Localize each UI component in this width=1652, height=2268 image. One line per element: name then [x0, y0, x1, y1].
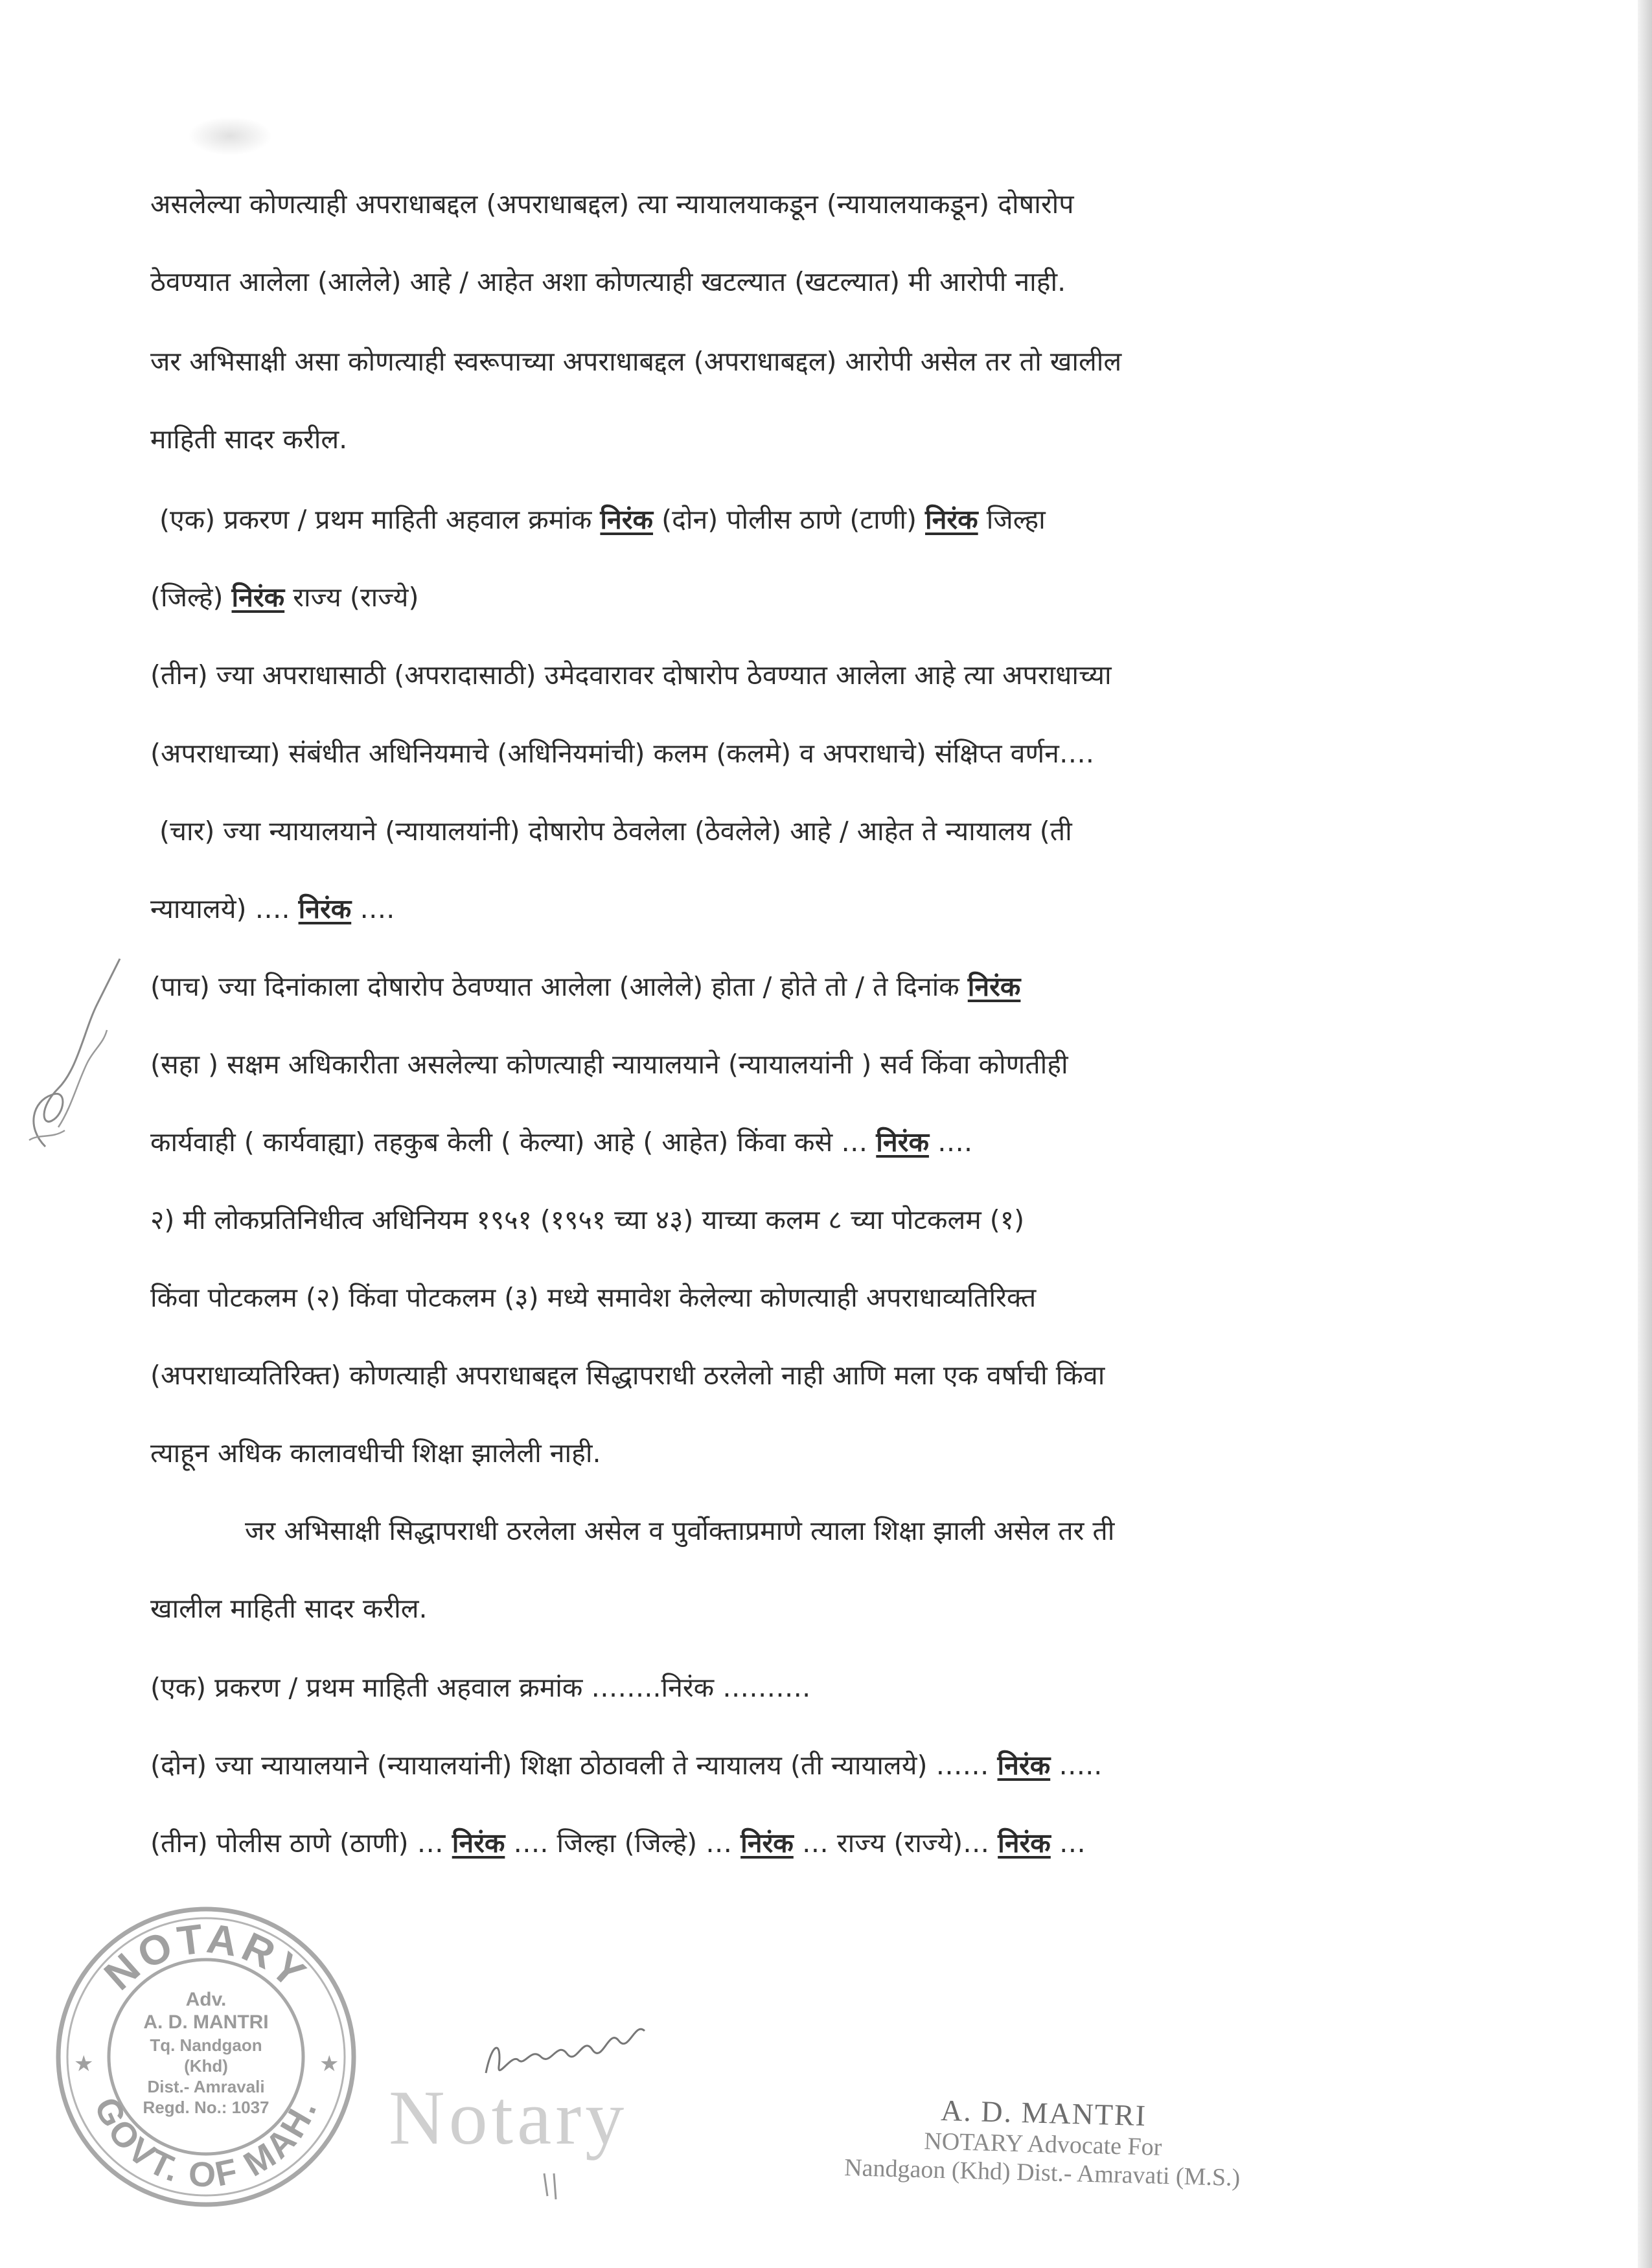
notary-seal	[776, 2089, 1309, 2194]
paragraph-line: ठेवण्यात आलेला (आलेले) आहे / आहेत अशा कोणत्याही खटल्यात (खटल्यात) मी आरोपी नाही.	[150, 266, 1066, 297]
item-three-line-2: (अपराधाच्या) संबंधीत अधिनियमाचे (अधिनियमांची) कलम (कलमे) व अपराधाचे) संक्षिप्त वर्णन….	[150, 738, 1094, 769]
item-six-line-1: (सहा ) सक्षम अधिकारीता असलेल्या कोणत्याही न्यायालयाने (न्यायालयांनी ) सर्व किंवा कोणतीही	[150, 1049, 1068, 1080]
section2-line: २) मी लोकप्रतिनिधीत्व अधिनियम १९५१ (१९५१ च्या ४३) याच्या कलम ८ च्या पोटकलम (१)	[150, 1204, 1025, 1235]
item-text: …	[1050, 1827, 1086, 1859]
stamp-line: Adv.	[185, 1989, 227, 2010]
nil-value: निरंक	[740, 1827, 794, 1859]
item-six-line-2	[150, 1123, 972, 1162]
nil-value: निरंक	[876, 1127, 929, 1158]
conv-item-three	[150, 1824, 1086, 1862]
section2-line: किंवा पोटकलम (२) किंवा पोटकलम (३) मध्ये समावेश केलेल्या कोणत्याही अपराधाव्यतिरिक्त	[150, 1282, 1037, 1313]
paragraph-line: माहिती सादर करील.	[150, 424, 348, 455]
stamp-line: Dist.- Amravali	[147, 2077, 265, 2096]
notary-stamp	[51, 1901, 361, 2212]
item-one-line	[159, 500, 1046, 539]
nil-value: निरंक	[452, 1827, 505, 1859]
nil-value: निरंक	[967, 971, 1021, 1002]
item-text: ….	[351, 893, 395, 924]
conv-item-one: (एक) प्रकरण / प्रथम माहिती अहवाल क्रमांक ……..निरंक ……….	[150, 1672, 811, 1703]
conviction-paragraph-line: खालील माहिती सादर करील.	[150, 1593, 428, 1624]
section2-line: त्याहून अधिक कालावधीची शिक्षा झालेली नाही.	[150, 1438, 601, 1469]
stamp-top-arc: NOTARY	[95, 1914, 317, 1999]
item-text: (दोन) पोलीस ठाणे (टाणी)	[653, 504, 926, 535]
item-four-line-1: (चार) ज्या न्यायालयाने (न्यायालयांनी) दोषारोप ठेवलेला (ठेवलेले) आहे / आहेत ते न्यायालय (ती	[159, 816, 1072, 847]
item-text: …..	[1050, 1750, 1103, 1781]
stamp-line: A. D. MANTRI	[143, 2011, 269, 2033]
stamp-line: Tq. Nandgaon	[150, 2035, 262, 2055]
svg-text:★: ★	[74, 2051, 94, 2077]
seal-address: Nandgaon (Khd) Dist.- Amravati (M.S.)	[843, 2153, 1241, 2192]
item-text: राज्य (राज्ये)	[284, 582, 419, 613]
item-text: ….	[928, 1127, 973, 1158]
item-text: (जिल्हे)	[150, 582, 232, 613]
nil-value: निरंक	[600, 504, 654, 535]
seal-title: NOTARY Advocate For	[923, 2127, 1162, 2161]
item-text: (दोन) ज्या न्यायालयाने (न्यायालयांनी) शिक्षा ठोठावली ते न्यायालय (ती न्यायालये) ……	[150, 1750, 998, 1781]
item-text: (तीन) पोलीस ठाणे (ठाणी) …	[150, 1827, 452, 1859]
section2-line: (अपराधाव्यतिरिक्त) कोणत्याही अपराधाबद्दल सिद्धापराधी ठरलेलो नाही आणि मला एक वर्षाची किंवा	[150, 1360, 1105, 1391]
conviction-paragraph-line: जर अभिसाक्षी सिद्धापराधी ठरलेला असेल व पुर्वोक्ताप्रमाणे त्याला शिक्षा झाली असेल तर ती	[245, 1515, 1115, 1546]
nil-value: निरंक	[998, 1827, 1051, 1859]
item-text: …. जिल्हा (जिल्हे) …	[505, 1827, 741, 1859]
stamp-line: (Khd)	[184, 2056, 228, 2076]
nil-value: निरंक	[925, 504, 978, 535]
item-text: जिल्हा	[978, 504, 1046, 535]
item-text: (एक) प्रकरण / प्रथम माहिती अहवाल क्रमांक	[159, 504, 601, 535]
item-five-line	[150, 967, 1020, 1006]
paragraph-line: असलेल्या कोणत्याही अपराधाबद्दल (अपराधाबद्दल) त्या न्यायालयाकडून (न्यायालयाकडून) दोषारोप	[150, 189, 1074, 220]
nil-value: निरंक	[231, 582, 285, 613]
item-two-line	[150, 578, 419, 617]
margin-signature	[6, 933, 136, 1179]
svg-text:★: ★	[319, 2051, 339, 2077]
item-text: (पाच) ज्या दिनांकाला दोषारोप ठेवण्यात आलेला (आलेले) होता / होते तो / ते दिनांक	[150, 971, 968, 1002]
conv-item-two	[150, 1746, 1102, 1785]
paper-smudge	[188, 117, 272, 155]
nil-value: निरंक	[298, 893, 352, 924]
stamp-bottom-arc: GOVT. OF MAH.	[86, 2091, 325, 2195]
paragraph-line: जर अभिसाक्षी असा कोणत्याही स्वरूपाच्या अपराधाबद्दल (अपराधाबद्दल) आरोपी असेल तर तो खालील	[150, 346, 1122, 377]
page-edge	[1638, 0, 1652, 2268]
signature-mark	[538, 2170, 577, 2203]
item-three-line-1: (तीन) ज्या अपराधासाठी (अपरादासाठी) उमेदवारावर दोषारोप ठेवण्यात आलेला आहे त्या अपराधाच्या	[150, 659, 1112, 691]
item-text: कार्यवाही ( कार्यवाह्या) तहकुब केली ( केल्या) आहे ( आहेत) किंवा कसे …	[150, 1127, 877, 1158]
nil-value: निरंक	[997, 1750, 1051, 1781]
item-text: … राज्य (राज्ये)…	[793, 1827, 998, 1859]
item-text: न्यायालये) ….	[150, 893, 299, 924]
notary-signature	[479, 2015, 661, 2092]
notary-watermark: Notary	[389, 2074, 628, 2160]
seal-name: A. D. MANTRI	[940, 2093, 1147, 2133]
item-four-line-2	[150, 889, 395, 928]
stamp-line: Regd. No.: 1037	[143, 2098, 270, 2117]
